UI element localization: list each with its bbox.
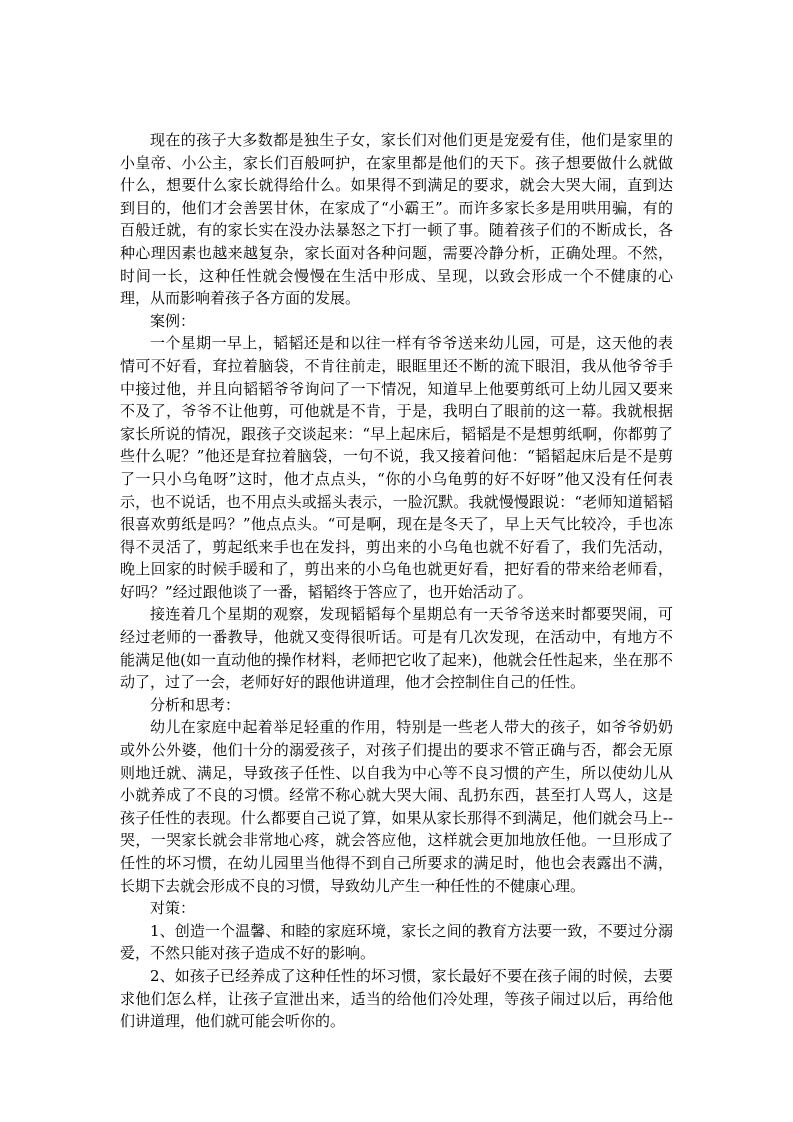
intro-paragraph: 现在的孩子大多数都是独生子女，家长们对他们更是宠爱有佳，他们是家里的小皇帝、小公主，家长们百般呵护，在家里都是他们的天下。孩子想要做什么就做什么，想要什么家长就得给什么。如果得不到满足的要求，就会大哭大闹，直到达到目的，他们才会善罢甘休，在家成了“小霸王”。而许多家长多是用哄用骗，有的百般迁就，有的家长实在没办法暴怒之下打一顿了事。随着孩子们的不断成长，各种心理因素也越来越复杂，家长面对各种问题，需要冷静分析，正确处理。不然，时间一长，这种任性就会慢慢在生活中形成、呈现，以致会形成一个不健康的心理，从而影响着孩子各方面的发展。 — [120, 131, 673, 308]
case-heading: 案例： — [150, 311, 196, 330]
document-page — [120, 129, 673, 1033]
strategy-item-1: 1、创造一个温馨、和睦的家庭环境，家长之间的教育方法要一致，不要过分溺爱，不然只能对孩子造成不好的影响。 — [120, 921, 673, 963]
analysis-paragraph: 幼儿在家庭中起着举足轻重的作用，特别是一些老人带大的孩子，如爷爷奶奶或外公外婆，他们十分的溺爱孩子，对孩子们提出的要求不管正确与否，都会无原则地迁就、满足，导致孩子任性、以自我为中心等不良习惯的产生，所以使幼儿从小就养成了不良的习惯。经常不称心就大哭大闹、乱扔东西，甚至打人骂人，这是孩子任性的表现。什么都要自己说了算，如果从家长那得不到满足，他们就会马上--哭，一哭家长就会非常地心疼，就会答应他，这样就会更加地放任他。一旦形成了任性的坏习惯，在幼儿园里当他得不到自己所要求的满足时，他也会表露出不满，长期下去就会形成不良的习惯，导致幼儿产生一种任性的不健康心理。 — [120, 718, 673, 895]
analysis-heading: 分析和思考： — [150, 695, 241, 714]
case-paragraph: 一个星期一早上，韬韬还是和以往一样有爷爷送来幼儿园，可是，这天他的表情可不好看，耷拉着脑袋，不肯往前走，眼眶里还不断的流下眼泪，我从他爷爷手中接过他，并且向韬韬爷爷询问了一下情况，知道早上他要剪纸可上幼儿园又要来不及了，爷爷不让他剪，可他就是不肯，于是，我明白了眼前的这一幕。我就根据家长所说的情况，跟孩子交谈起来：“早上起床后，韬韬是不是想剪纸啊，你都剪了些什么呢？”他还是耷拉着脑袋，一句不说，我又接着问他：“韬韬起床后是不是剪了一只小乌龟呀”这时，他才点点头，“你的小乌龟剪的好不好呀”他又没有任何表示，也不说话，也不用点头或摇头表示，一脸沉默。我就慢慢跟说：“老师知道韬韬很喜欢剪纸是吗？”他点点头。“可是啊，现在是冬天了，早上天气比较冷，手也冻得不灵活了，剪起纸来手也在发抖，剪出来的小乌龟也就不好看了，我们先活动，晚上回家的时候手暖和了，剪出来的小乌龟也就更好看，把好看的带来给老师看，好吗？”经过跟他谈了一番，韬韬终于答应了，也开始活动了。 — [120, 334, 673, 601]
strategy-item-2: 2、如孩子已经养成了这种任性的坏习惯，家长最好不要在孩子闹的时候，去要求他们怎么样，让孩子宣泄出来，适当的给他们冷处理，等孩子闹过以后，再给他们讲道理，他们就可能会听你的。 — [120, 966, 673, 1031]
observation-paragraph: 接连着几个星期的观察，发现韬韬每个星期总有一天爷爷送来时都要哭闹，可经过老师的一番教导，他就又变得很听话。可是有几次发现，在活动中，有地方不能满足他(如一直动他的操作材料，老师把它收了起来)，他就会任性起来，坐在那不动了，过了一会，老师好好的跟他讲道理，他才会控制住自己的任性。 — [120, 605, 673, 692]
strategy-heading: 对策： — [150, 899, 196, 918]
